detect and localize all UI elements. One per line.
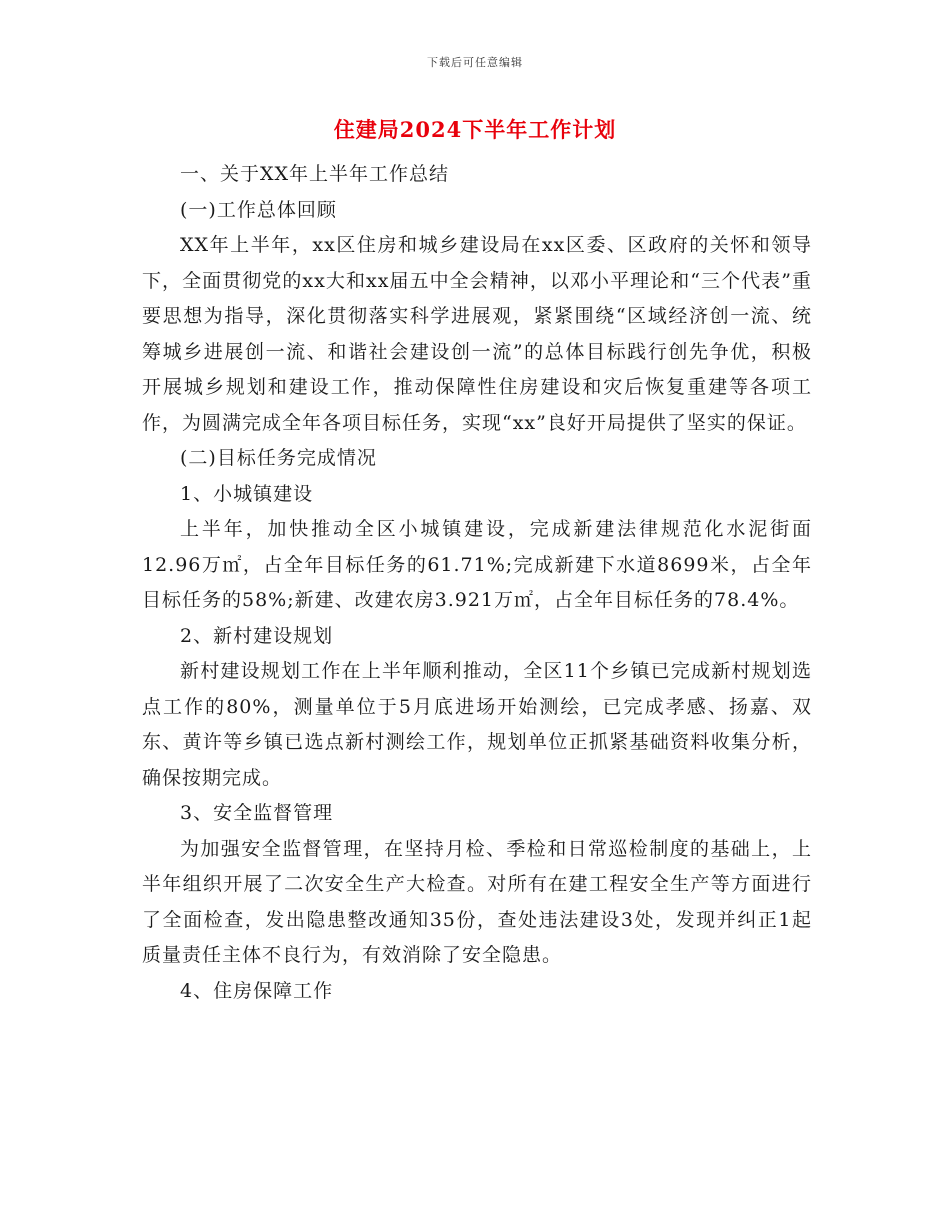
subsection-heading-targets: (二)目标任务完成情况 (180, 447, 377, 469)
paragraph-overview: XX年上半年，xx区住房和城乡建设局在xx区委、区政府的关怀和领导下，全面贯彻党的xx大和xx届五中全会精神，以邓小平理论和“三个代表”重要思想为指导，深化贯彻落实科学进展观，紧紧围绕“区域经济创一流、统筹城乡进展创一流、和谐社会建设创一流”的总体目标践行创先争优，积极开展城乡规划和建设工作，推动保障性住房建设和灾后恢复重建等各项工作，为圆满完成全年各项目标任务，实现“xx”良好开局提供了坚实的保证。 (142, 234, 812, 434)
item-heading-small-towns: 1、小城镇建设 (180, 482, 314, 505)
document-body (142, 157, 812, 1009)
item-heading-new-village-planning: 2、新村建设规划 (180, 624, 334, 647)
paragraph-small-towns: 上半年，加快推动全区小城镇建设，完成新建法律规范化水泥街面12.96万㎡，占全年目标任务的61.71%;完成新建下水道8699米，占全年目标任务的58%;新建、改建农房3.921万㎡，占全年目标任务的78.4%。 (142, 518, 812, 611)
item-heading-safety-supervision: 3、安全监督管理 (180, 802, 334, 824)
page-header-note: 下载后可任意编辑 (427, 56, 523, 69)
item-heading-housing-security: 4、住房保障工作 (180, 979, 334, 1002)
section-heading-1: 一、关于XX年上半年工作总结 (180, 163, 450, 185)
paragraph-new-village-planning: 新村建设规划工作在上半年顺利推动，全区11个乡镇已完成新村规划选点工作的80%，测量单位于5月底进场开始测绘，已完成孝感、扬嘉、双东、黄许等乡镇已选点新村测绘工作，规划单位正抓紧基础资料收集分析，确保按期完成。 (142, 660, 812, 789)
subsection-heading-overview: (一)工作总体回顾 (180, 198, 337, 221)
paragraph-safety-supervision: 为加强安全监督管理，在坚持月检、季检和日常巡检制度的基础上，上半年组织开展了二次安全生产大检查。对所有在建工程安全生产等方面进行了全面检查，发出隐患整改通知35份，查处违法建设3处，发现并纠正1起质量责任主体不良行为，有效消除了安全隐患。 (142, 837, 812, 966)
document-title: 住建局2024下半年工作计划 (333, 117, 617, 142)
